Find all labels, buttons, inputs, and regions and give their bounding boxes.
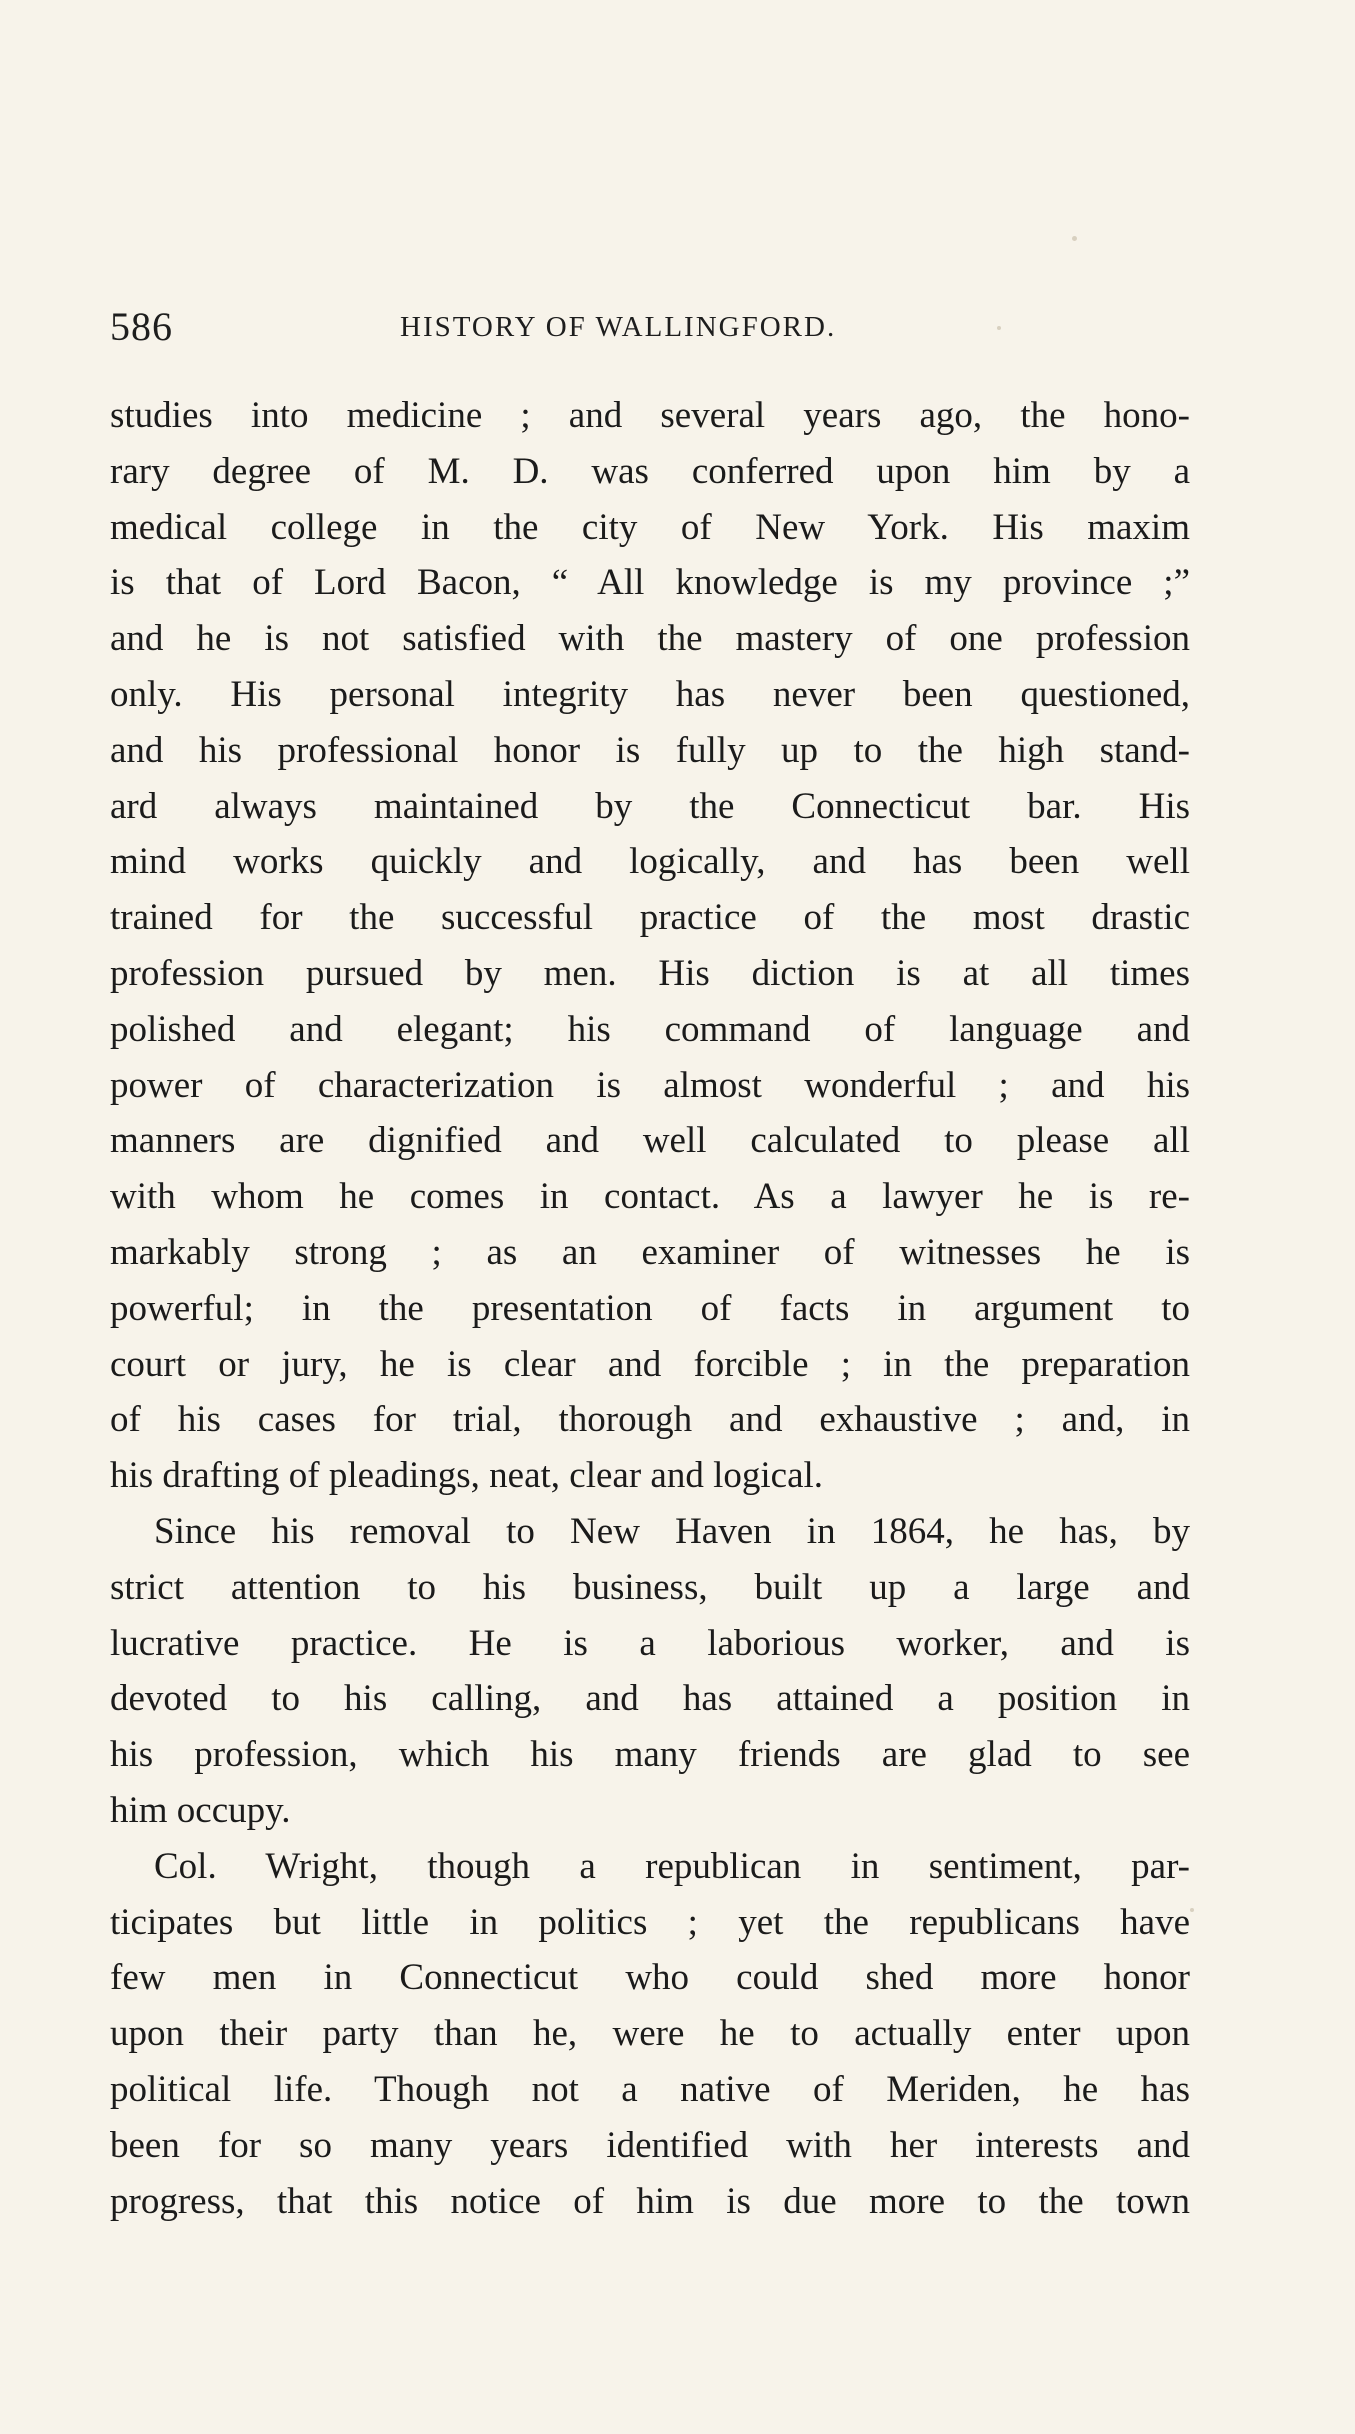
page-header (110, 303, 1190, 363)
text-line: mind works quickly and logically, and has been well (110, 841, 1190, 883)
text-line: court or jury, he is clear and forcible ; in the preparation (110, 1343, 1190, 1385)
text-line: with whom he comes in contact. As a lawyer he is re- (110, 1176, 1190, 1218)
text-line: Since his removal to New Haven in 1864, he has, by (154, 1510, 1190, 1552)
text-line: studies into medicine ; and several years ago, the hono- (110, 395, 1190, 436)
text-line: trained for the successful practice of the most drastic (110, 897, 1190, 939)
text-line: him occupy. (110, 1789, 291, 1831)
text-line: his profession, which his many friends are glad to see (110, 1734, 1190, 1776)
text-line: ticipates but little in politics ; yet the republicans have (110, 1901, 1190, 1943)
text-line: polished and elegant; his command of language and (110, 1008, 1190, 1050)
text-line: markably strong ; as an examiner of witnesses he is (110, 1231, 1190, 1273)
paper-speck (1072, 236, 1077, 241)
text-line: is that of Lord Bacon, “ All knowledge is my province ;” (110, 562, 1190, 604)
running-title: HISTORY OF WALLINGFORD. (400, 311, 837, 343)
text-line: and he is not satisfied with the mastery of one profession (110, 618, 1190, 660)
text-line: profession pursued by men. His diction is at all times (110, 952, 1190, 994)
text-line: been for so many years identified with her interests and (110, 2124, 1190, 2166)
text-line: devoted to his calling, and has attained a position in (110, 1678, 1190, 1720)
text-line: progress, that this notice of him is due more to the town (110, 2180, 1190, 2222)
text-line: strict attention to his business, built up a large and (110, 1566, 1190, 1608)
text-line: his drafting of pleadings, neat, clear and logical. (110, 1455, 824, 1497)
text-line: lucrative practice. He is a laborious worker, and is (110, 1622, 1190, 1664)
text-line: and his professional honor is fully up to the high stand- (110, 729, 1190, 771)
text-line: rary degree of M. D. was conferred upon him by a (110, 450, 1190, 492)
text-line: power of characterization is almost wonderful ; and his (110, 1064, 1190, 1106)
text-line: political life. Though not a native of Meriden, he has (110, 2068, 1190, 2110)
text-line: manners are dignified and well calculated to please all (110, 1120, 1190, 1162)
text-line: few men in Connecticut who could shed more honor (110, 1957, 1190, 1999)
page-number: 586 (110, 304, 173, 349)
text-line: powerful; in the presentation of facts in argument to (110, 1287, 1190, 1329)
text-line: only. His personal integrity has never been questioned, (110, 673, 1190, 715)
body-text (110, 388, 1190, 2229)
text-line: Col. Wright, though a republican in sentiment, par- (154, 1845, 1190, 1887)
text-line: of his cases for trial, thorough and exhaustive ; and, in (110, 1399, 1190, 1441)
text-line: ard always maintained by the Connecticut bar. His (110, 785, 1190, 827)
text-line: upon their party than he, were he to actually enter upon (110, 2013, 1190, 2055)
paper-speck (1190, 1908, 1194, 1912)
text-line: medical college in the city of New York. His maxim (110, 506, 1190, 548)
